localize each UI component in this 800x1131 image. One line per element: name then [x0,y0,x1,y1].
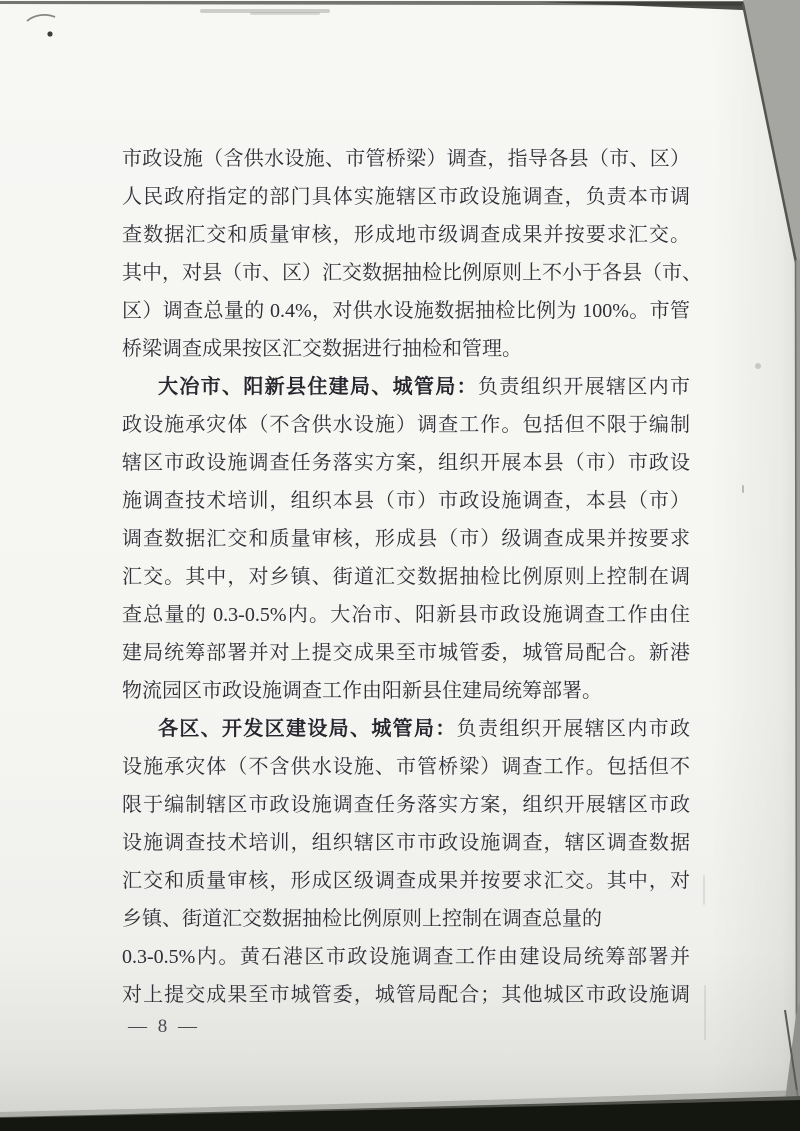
paper-edge-line-bottom-right [785,1010,798,1098]
bottom-band-shadow [0,1090,800,1118]
scanner-bg-wedge-bottom-right [784,1000,800,1110]
text-line [122,634,690,672]
page-number: — 8 — [128,1016,200,1037]
text-run: 汇交和质量审核，形成区级调查成果并按要求汇交。其中，对 [122,870,690,892]
text-line [122,178,690,216]
text-run: 其中，对县（市、区）汇交数据抽检比例原则上不小于各县（市、 [122,262,702,284]
top-edge-line-right [540,2,800,14]
text-line [122,748,690,786]
paragraph-para-districts [122,710,690,1014]
text-run: 人民政府指定的部门具体实施辖区市政设施调查，负责本市调 [122,186,690,208]
text-run: 查总量的 0.3-0.5%内。大冶市、阳新县市政设施调查工作由住 [122,604,690,626]
speck [742,485,744,493]
text-line [122,558,690,596]
paper-edge-line-right [796,260,797,1015]
text-run: 对上提交成果至市城管委，城管局配合；其他城区市政设施调 [122,984,690,1006]
text-run: 乡镇、街道汇交数据抽检比例原则上控制在调查总量的 [122,908,602,930]
text-run: 区）调查总量的 0.4%，对供水设施数据抽检比例为 100%。市管 [122,300,690,322]
text-line [122,596,690,634]
text-run: 查数据汇交和质量审核，形成地市级调查成果并按要求汇交。 [122,224,690,246]
text-line [122,444,690,482]
text-line [122,824,690,862]
text-line [122,368,690,406]
text-line [122,216,690,254]
text-line [122,482,690,520]
speck [703,875,705,905]
text-run: 辖区市政设施调查任务落实方案，组织开展本县（市）市政设 [122,452,690,474]
paper-edge-shadow [710,0,800,1131]
text-line [122,292,690,330]
text-run: 政设施承灾体（不含供水设施）调查工作。包括但不限于编制 [122,414,690,436]
ink-dot-mark [47,31,52,36]
text-run: 建局统筹部署并对上提交成果至市城管委，城管局配合。新港 [122,642,690,664]
bottom-scanner-band [0,1096,800,1131]
text-line [122,672,690,710]
text-line [122,330,690,368]
text-run: 物流园区市政设施调查工作由阳新县住建局统筹部署。 [122,680,602,702]
text-run: 限于编制辖区市政设施调查任务落实方案，组织开展辖区市政 [122,794,690,816]
paper-edge-line-top-right [743,4,796,262]
text-line [122,710,690,748]
scanner-bg-strip-right [796,260,800,1020]
paragraph-para-daye-yangxin [122,368,690,710]
org-name-bold: 大冶市、阳新县住建局、城管局： [158,376,478,398]
text-run: 桥梁调查成果按区汇交数据进行抽检和管理。 [122,338,522,360]
text-run: 设施调查技术培训，组织辖区市市政设施调查，辖区调查数据 [122,832,690,854]
text-line [122,900,690,938]
ink-squiggle-mark [27,15,55,21]
text-run: 设施承灾体（不含供水设施、市管桥梁）调查工作。包括但不 [122,756,690,778]
text-run: 施调查技术培训，组织本县（市）市政设施调查，本县（市） [122,490,690,512]
paragraph-para-city-level-continuation [122,140,702,368]
text-line [122,520,690,558]
text-line [122,140,690,178]
text-line [122,938,690,976]
text-run: 负责组织开展辖区内市 [478,376,690,398]
text-line [122,406,690,444]
text-line [122,862,690,900]
org-name-bold: 各区、开发区建设局、城管局： [158,718,457,740]
text-run: 汇交。其中，对乡镇、街道汇交数据抽检比例原则上控制在调 [122,566,690,588]
text-line [122,786,690,824]
text-run: 调查数据汇交和质量审核，形成县（市）级调查成果并按要求 [122,528,690,550]
text-line [122,254,702,292]
scanner-bg-wedge-top-right [743,0,800,270]
text-line [122,976,690,1014]
text-run: 负责组织开展辖区内市政 [456,718,691,740]
speck [755,363,761,369]
speck [704,985,706,1040]
text-run: 市政设施（含供水设施、市管桥梁）调查，指导各县（市、区） [122,148,690,170]
top-smudge [200,9,330,13]
text-block [122,140,702,1014]
top-edge-line [0,1,800,6]
top-smudge [250,12,320,15]
text-run: 0.3-0.5%内。黄石港区市政设施调查工作由建设局统筹部署并 [122,946,690,968]
